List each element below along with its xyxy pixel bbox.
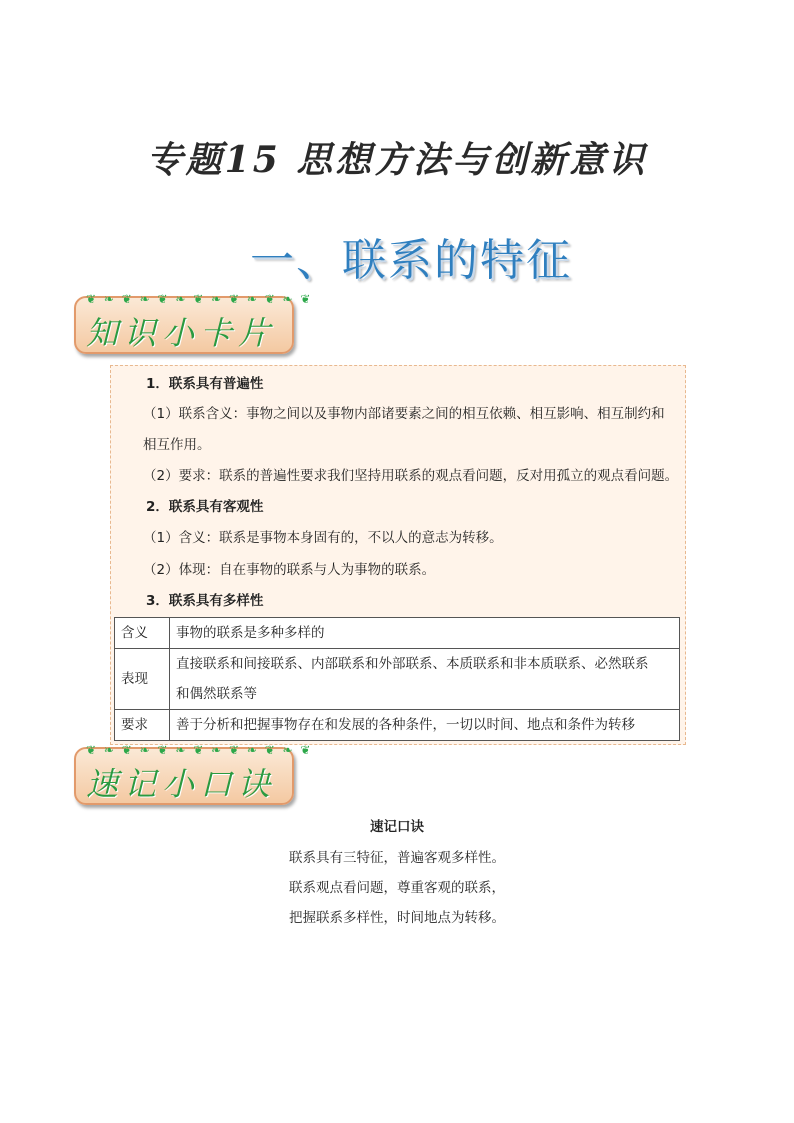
- diversity-table: [114, 617, 680, 741]
- table-value-text: 事物的联系是多种多样的: [176, 625, 325, 641]
- heading-objectivity: 2．联系具有客观性: [146, 499, 264, 515]
- memo-line: 联系观点看问题，尊重客观的联系，: [289, 880, 505, 896]
- memo-line: 联系具有三特征，普遍客观多样性。: [289, 850, 505, 866]
- text-line: 相互作用。: [143, 437, 211, 453]
- table-value-text: 直接联系和间接联系、内部联系和外部联系、本质联系和非本质联系、必然联系: [176, 656, 649, 672]
- memo-title: 速记口诀: [370, 819, 424, 835]
- table-row: [115, 710, 680, 741]
- table-value: [170, 710, 680, 741]
- text-line: （2）体现：自在事物的联系与人为事物的联系。: [143, 562, 436, 578]
- table-key: 要求: [115, 710, 170, 741]
- banner-label: 知识小卡片: [86, 314, 277, 352]
- text-line: （1）含义：联系是事物本身固有的，不以人的意志为转移。: [143, 530, 503, 546]
- table-row: [115, 649, 680, 710]
- topic-title: 专题15 思想方法与创新意识: [146, 139, 648, 181]
- heading-universality: 1．联系具有普遍性: [146, 376, 264, 392]
- table-key: 含义: [115, 618, 170, 649]
- table-value: [170, 649, 680, 710]
- table-value-text: 和偶然联系等: [176, 686, 257, 702]
- heading-diversity: 3．联系具有多样性: [146, 593, 264, 609]
- quick-memo-banner: [74, 743, 313, 805]
- banner-label: 速记小口诀: [86, 765, 277, 803]
- text-line: （2）要求：联系的普遍性要求我们坚持用联系的观点看问题，反对用孤立的观点看问题。: [143, 468, 679, 484]
- table-value-text: 善于分析和把握事物存在和发展的各种条件，一切以时间、地点和条件为转移: [176, 717, 635, 733]
- section-title: 一、联系的特征: [250, 235, 572, 286]
- knowledge-card-banner: [74, 292, 313, 354]
- table-key: 表现: [115, 649, 170, 710]
- table-value: [170, 618, 680, 649]
- text-line: （1）联系含义：事物之间以及事物内部诸要素之间的相互依赖、相互影响、相互制约和: [143, 406, 665, 422]
- table-row: [115, 618, 680, 649]
- vine-decoration-icon: ❦ ❧ ❦ ❧ ❦ ❧ ❦ ❧ ❦ ❧ ❦ ❧ ❦: [86, 292, 313, 306]
- vine-decoration-icon: ❦ ❧ ❦ ❧ ❦ ❧ ❦ ❧ ❦ ❧ ❦ ❧ ❦: [86, 743, 313, 757]
- memo-line: 把握联系多样性，时间地点为转移。: [289, 910, 505, 926]
